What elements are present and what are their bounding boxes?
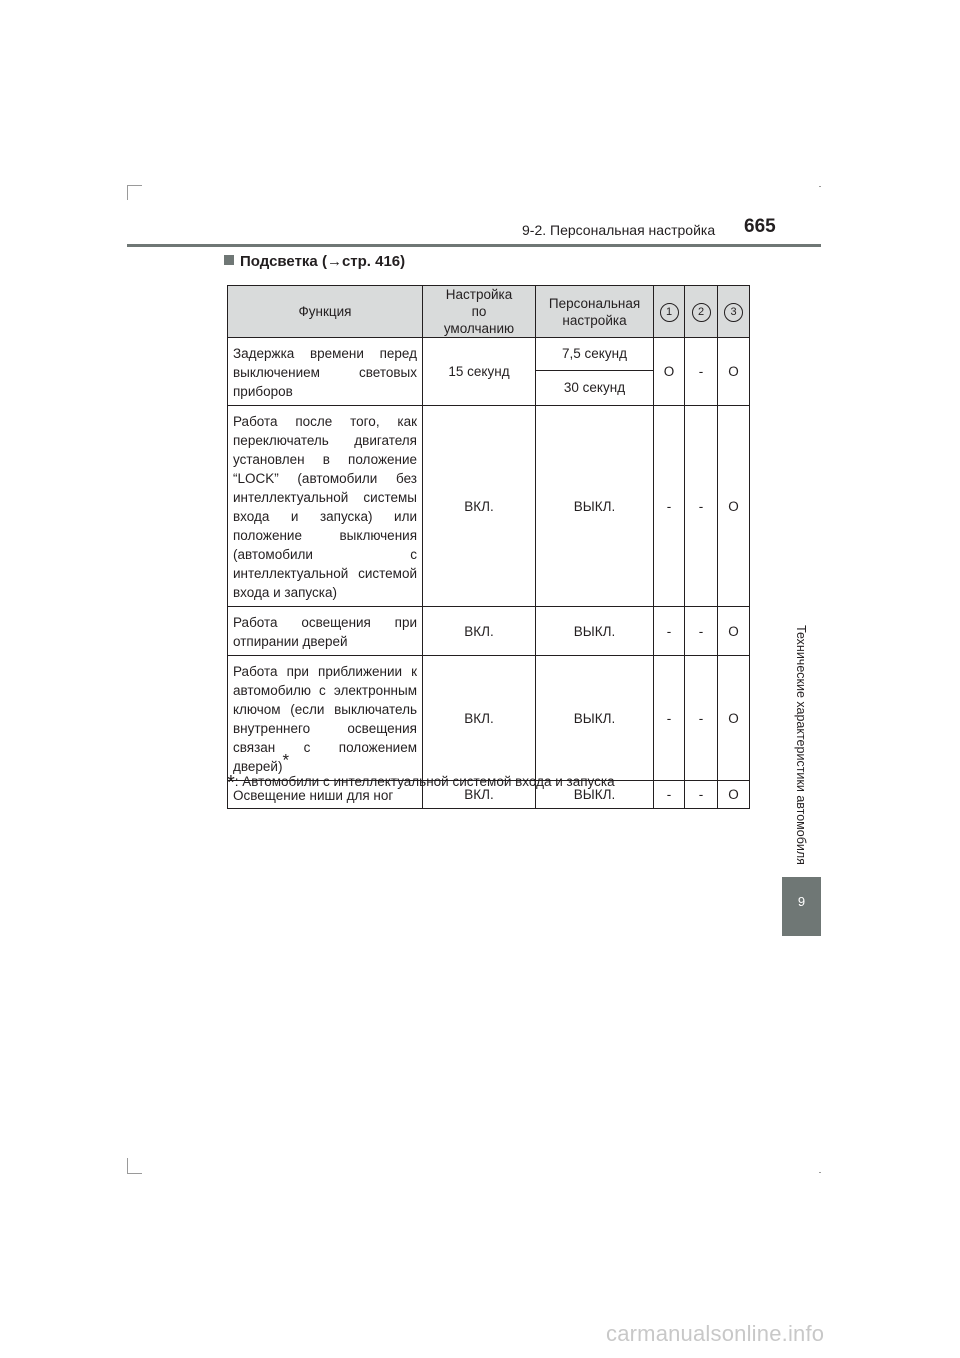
circled-3-icon: 3 [724, 303, 743, 322]
row-method-3: O [718, 656, 750, 781]
row-method-2: - [685, 781, 718, 809]
row-default: ВКЛ. [423, 656, 536, 781]
section-title [224, 253, 405, 270]
chapter-side-title-text: Технические характеристики автомобиля [794, 625, 808, 865]
row-custom: ВЫКЛ. [536, 607, 654, 656]
section-title-text: Подсветка (→стр. 416) [240, 253, 406, 270]
row-method-1: - [654, 781, 685, 809]
header-custom [536, 286, 654, 338]
table-row [228, 656, 750, 781]
running-header: 9-2. Персональная настройка [522, 222, 716, 238]
table-row [228, 406, 750, 607]
row-method-1: O [654, 338, 685, 406]
row-function [228, 656, 423, 781]
row-method-2: - [685, 656, 718, 781]
header-custom-text: Персональная настройка [548, 295, 641, 328]
crop-mark-top-right [819, 186, 821, 187]
row-default: ВКЛ. [423, 406, 536, 607]
row-method-1: - [654, 607, 685, 656]
crop-mark-bottom-right [819, 1172, 821, 1173]
row-method-3: O [718, 338, 750, 406]
row-custom: ВЫКЛ. [536, 656, 654, 781]
row-custom: ВЫКЛ. [536, 406, 654, 607]
watermark: carmanualsonline.info [606, 1321, 825, 1346]
crop-mark-top-left-v [127, 185, 128, 200]
header-function: Функция [228, 286, 423, 338]
header-method-3 [718, 286, 750, 338]
row-custom: ВЫКЛ. [536, 781, 654, 809]
row-function: Работа освещения при отпирании дверей [228, 607, 423, 656]
row-method-2: - [685, 406, 718, 607]
header-method-2 [685, 286, 718, 338]
row-function: Работа после того, как переключатель двигателя установлен в положение “LOCK” (автомобили без интеллектуальной системы входа и запуска) или положение выключения (автомобили с интеллектуальной системой входа и запуска) [228, 406, 423, 607]
footnote-star: * [227, 772, 235, 794]
header-rule [127, 244, 821, 247]
page-number: 665 [744, 216, 776, 237]
row-method-2: - [685, 607, 718, 656]
row-method-1: - [654, 656, 685, 781]
row-function: Задержка времени перед выключением световых приборов [228, 338, 423, 406]
row-custom-alt: 30 секунд [536, 370, 654, 405]
circled-1-icon: 1 [660, 303, 679, 322]
circled-2-icon: 2 [692, 303, 711, 322]
row-method-3: O [718, 406, 750, 607]
footnote [227, 772, 615, 795]
row-function: Освещение ниши для ног [228, 781, 423, 809]
settings-table [227, 285, 750, 809]
header-default-text: Настройка по умолчанию [443, 287, 515, 336]
section-square-icon [224, 255, 234, 265]
footnote-text: : Автомобили с интеллектуальной системой входа и запуска [234, 774, 615, 789]
row-function-text: Работа при приближении к автомобилю с электронным ключом (если выключатель внутреннего освещения связан с положением дверей) [233, 664, 417, 774]
crop-mark-bottom-left-v [127, 1158, 128, 1173]
row-custom: 7,5 секунд [536, 338, 654, 371]
row-method-3: O [718, 607, 750, 656]
row-default: 15 секунд [423, 338, 536, 406]
crop-mark-bottom-left-h [127, 1173, 142, 1174]
row-default: ВКЛ. [423, 607, 536, 656]
table-header-row [228, 286, 750, 338]
row-method-3: O [718, 781, 750, 809]
chapter-tab: 9 [782, 877, 821, 936]
table-row [228, 607, 750, 656]
footnote-mark: * [282, 750, 290, 770]
row-method-1: - [654, 406, 685, 607]
header-method-1 [654, 286, 685, 338]
table-row [228, 338, 750, 371]
row-method-2: - [685, 338, 718, 406]
crop-mark-top-left-h [127, 185, 142, 186]
header-default [423, 286, 536, 338]
row-default: ВКЛ. [423, 781, 536, 809]
